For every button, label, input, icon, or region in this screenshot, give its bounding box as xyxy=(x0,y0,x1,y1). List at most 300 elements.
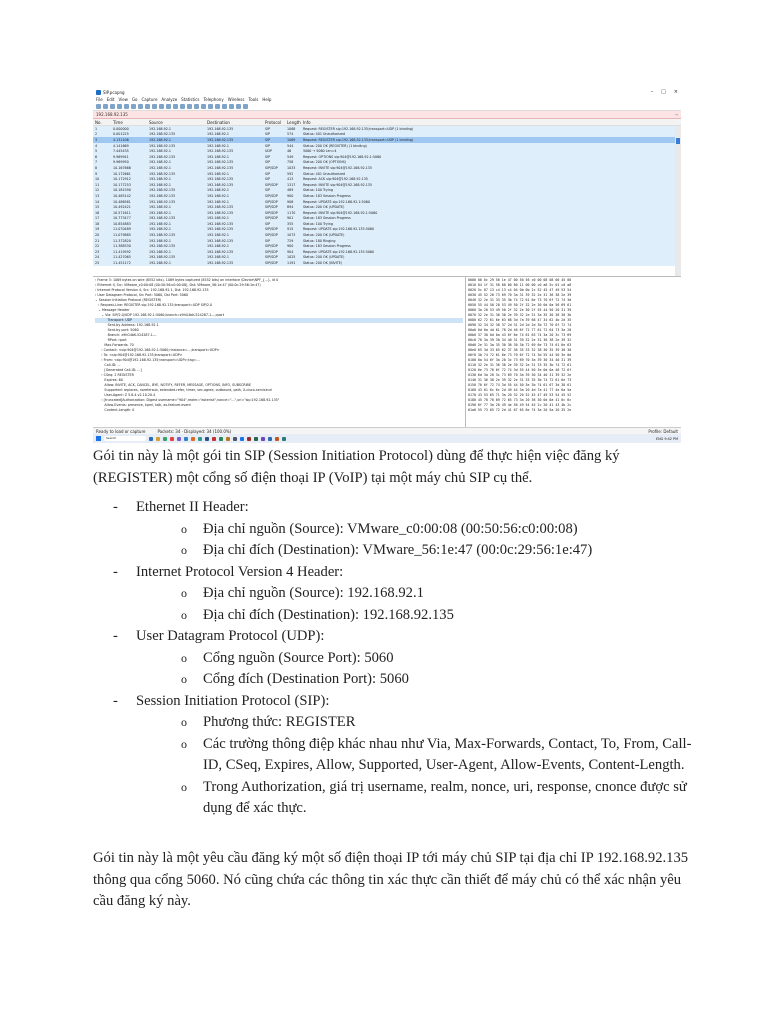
table-cell: SIP xyxy=(265,143,271,148)
toolbar-button-icon[interactable] xyxy=(152,104,157,109)
taskbar-app-icon[interactable] xyxy=(170,437,174,441)
table-cell: 5060 → 5060 Len=4 xyxy=(303,149,337,154)
circle-bullet: o xyxy=(181,607,187,622)
table-row[interactable] xyxy=(93,249,681,255)
table-cell: Request: UPDATE sip:192.168.92.1:5060 xyxy=(303,199,370,204)
table-cell: Status: 100 Trying xyxy=(303,188,333,193)
toolbar-button-icon[interactable] xyxy=(194,104,199,109)
menu-item-file[interactable]: File xyxy=(96,96,103,102)
taskbar-app-icon[interactable] xyxy=(240,437,244,441)
toolbar-button-icon[interactable] xyxy=(103,104,108,109)
detail-line[interactable]: Transport: UDP xyxy=(95,318,463,323)
table-cell: Request: REGISTER sip:192.168.92.135;transport=UDP (1 binding) xyxy=(303,137,414,142)
table-cell: 192.168.92.1 xyxy=(207,216,230,221)
bytes-line: 0180 45 78 70 69 72 65 73 3a 20 36 30 0d 0a 41 6c 6c xyxy=(468,398,572,402)
table-cell: SIP xyxy=(265,132,271,137)
toolbar-button-icon[interactable] xyxy=(222,104,227,109)
bytes-line: 00c0 70 3a 39 30 34 40 31 39 32 2e 31 36 38 2e 39 32 xyxy=(468,338,572,342)
section-title: Internet Protocol Version 4 Header: xyxy=(136,563,344,580)
packet-details-pane[interactable] xyxy=(93,277,466,427)
detail-line[interactable]: [Generated Call-ID: ...] xyxy=(95,368,142,372)
maximize-icon[interactable]: □ xyxy=(661,89,666,95)
table-cell: Request: INVITE sip:904@192.168.92.135 xyxy=(303,182,373,187)
table-row[interactable] xyxy=(93,148,681,154)
table-cell: 11.388330 xyxy=(113,244,131,249)
table-cell: 11.451172 xyxy=(113,261,131,266)
table-cell: 192.168.92.1 xyxy=(207,255,230,260)
table-cell: 192.168.92.135 xyxy=(207,126,234,131)
table-row[interactable] xyxy=(93,199,681,205)
table-cell: 11.427065 xyxy=(113,255,131,260)
detail-line[interactable]: › CSeq: 2 REGISTER xyxy=(95,373,134,377)
bytes-line: 0080 62 72 61 6e 63 68 3d 7a 39 68 47 34 62 4b 2d 35 xyxy=(468,318,572,322)
menu-item-view[interactable]: View xyxy=(118,96,128,102)
toolbar-button-icon[interactable] xyxy=(201,104,206,109)
table-row[interactable] xyxy=(93,182,681,188)
display-filter-input[interactable]: 192.168.92.135 xyxy=(96,112,128,117)
taskbar-app-icon[interactable] xyxy=(226,437,230,441)
table-cell: 10.854883 xyxy=(113,221,131,226)
list-item: o Địa chỉ đích (Destination): VMware_56:1e:47 (00:0c:29:56:1e:47) xyxy=(136,540,693,562)
table-cell: 192.168.92.135 xyxy=(207,182,234,187)
list-item: o Các trường thông điệp khác nhau như Via, Max-Forwards, Contact, To, From, Call-ID, CSeq, Expires, Allow, Supported, User-Agent, Allow-Events, Content-Length. xyxy=(181,735,692,773)
table-cell: Request: INVITE sip:904@192.168.92.135 xyxy=(303,165,373,170)
bytes-line: 0030 45 52 20 73 69 70 3a 31 39 32 2e 31 36 38 2e 39 xyxy=(468,293,572,297)
table-cell: 192.168.92.135 xyxy=(149,255,176,260)
detail-line[interactable]: ⌄ Session Initiation Protocol (REGISTER) xyxy=(95,298,162,302)
taskbar-app-icon[interactable] xyxy=(205,437,209,441)
table-row[interactable] xyxy=(93,238,681,244)
taskbar-app-icon[interactable] xyxy=(282,437,286,441)
status-bar xyxy=(93,427,681,434)
toolbar-button-icon[interactable] xyxy=(187,104,192,109)
table-row[interactable] xyxy=(93,154,681,160)
dash-bullet: - xyxy=(113,692,118,709)
list-item: o Cổng đích (Destination Port): 5060 xyxy=(136,669,693,691)
table-cell: SIP/SDP xyxy=(265,193,278,198)
table-cell: 192.168.92.135 xyxy=(207,221,234,226)
table-cell: 4.141669 xyxy=(113,143,129,148)
intro-paragraph: Gói tin này là một gói tin SIP (Session Initiation Protocol) dùng để thực hiện việc đăng ký (REGISTER) một cổng số điện thoại IP (VoIP) tại một máy chủ SIP cụ thể. xyxy=(93,448,620,486)
toolbar-button-icon[interactable] xyxy=(124,104,129,109)
minimize-icon[interactable]: – xyxy=(650,89,654,95)
display-filter-bar[interactable] xyxy=(93,111,681,119)
taskbar-app-icon[interactable] xyxy=(219,437,223,441)
table-cell: Status: 200 OK (UPDATE) xyxy=(303,233,345,238)
table-cell: Status: 183 Session Progress xyxy=(303,193,351,198)
bytes-line: 0190 6f 77 3a 20 49 4e 56 49 54 45 2c 20 41 43 4b 2c xyxy=(468,403,572,407)
bytes-line: 0100 0a 54 6f 3a 20 3c 73 69 70 3a 39 30 34 40 31 39 xyxy=(468,358,572,362)
packet-list-header xyxy=(93,119,681,126)
table-cell: 192.168.92.135 xyxy=(207,137,234,142)
detail-line[interactable]: › Ethernet II, Src: VMware_c0:00:08 (00:50:56:c0:00:08), Dst: VMware_56:1e:47 (00:0c:29:56:1e:47) xyxy=(95,283,261,287)
column-header[interactable]: No. xyxy=(95,119,102,125)
table-cell: 355 xyxy=(287,221,294,226)
table-cell: 192.168.92.135 xyxy=(149,143,176,148)
table-cell: 5 xyxy=(95,149,98,154)
section-ethernet xyxy=(113,497,693,562)
table-cell: 192.168.92.1 xyxy=(207,188,230,193)
table-cell: 413 xyxy=(287,177,294,182)
windows-start-icon[interactable] xyxy=(96,436,101,441)
detail-line[interactable]: User-Agent: Z 5.6.4 v2.10.20.4 xyxy=(95,393,156,397)
table-cell: Status: 401 Unauthorized xyxy=(303,171,346,176)
table-cell: 192.168.92.1 xyxy=(149,227,172,232)
bytes-line: 00f0 3b 74 72 61 6e 73 70 6f 72 74 3d 55 44 50 3e 0d xyxy=(468,353,572,357)
taskbar-app-icon[interactable] xyxy=(261,437,265,441)
column-header[interactable]: Time xyxy=(113,119,123,125)
table-cell: 15 xyxy=(95,205,100,210)
table-cell: Status: 200 OK (OPTIONS) xyxy=(303,160,347,165)
table-cell: SIP/SDP xyxy=(265,249,278,254)
status-profile-text[interactable]: Profile: Default xyxy=(648,428,678,434)
table-cell: 11.070489 xyxy=(113,227,131,232)
table-cell: Status: 401 Unauthorized xyxy=(303,132,346,137)
table-cell: 1033 xyxy=(287,165,296,170)
table-cell: Status: 200 OK (UPDATE) xyxy=(303,255,345,260)
table-row[interactable] xyxy=(93,255,681,261)
toolbar-button-icon[interactable] xyxy=(166,104,171,109)
system-tray: ENG 9:42 PM xyxy=(655,436,678,441)
taskbar-app-icon[interactable] xyxy=(275,437,279,441)
table-cell: 901 xyxy=(287,216,294,221)
table-cell: SIP xyxy=(265,171,271,176)
table-cell: 19 xyxy=(95,227,100,232)
table-cell: 9.969941 xyxy=(113,154,129,159)
table-cell: SIP/SDP xyxy=(265,255,278,260)
table-cell: 192.168.92.1 xyxy=(207,154,230,159)
bytes-line: 0090 32 34 32 38 37 2d 31 2d 2d 2d 3b 72 70 6f 72 74 xyxy=(468,323,572,327)
detail-line[interactable]: › To: <sip:904@192.168.92.135;transport=UDP> xyxy=(95,353,183,357)
table-cell: 7.445435 xyxy=(113,149,129,154)
bytes-line: 0130 6d 3a 20 3c 73 69 70 3a 39 30 34 40 31 39 32 2e xyxy=(468,373,572,377)
detail-line[interactable]: › From: <sip:904@192.168.92.135;transport=UDP>;tag=... xyxy=(95,358,200,362)
apply-filter-icon[interactable]: → xyxy=(674,112,678,117)
column-header[interactable]: Info xyxy=(303,119,311,125)
table-cell: 900 xyxy=(287,244,294,249)
table-cell: Request: INVITE sip:904@192.168.92.1:5060 xyxy=(303,210,378,215)
table-row[interactable] xyxy=(93,126,681,132)
table-cell: 9.969950 xyxy=(113,160,129,165)
detail-line[interactable]: › Request-Line: REGISTER sip:192.168.92.135;transport=UDP SIP/2.0 xyxy=(95,303,213,307)
dash-bullet: - xyxy=(113,499,118,515)
table-cell: 192.168.92.1 xyxy=(149,126,172,131)
table-cell: 192.168.92.135 xyxy=(207,238,234,243)
detail-line[interactable]: Content-Length: 0 xyxy=(95,408,135,412)
bytes-line: 0170 43 53 65 71 3a 20 32 20 52 45 47 49 53 54 45 52 xyxy=(468,393,572,397)
bytes-line: 00e0 65 3d 33 65 62 37 36 35 33 32 38 30 35 39 30 30 xyxy=(468,348,572,352)
table-cell: 1317 xyxy=(287,182,296,187)
bytes-line: 00d0 2e 31 3a 35 30 36 30 3b 72 69 6e 73 74 61 6e 63 xyxy=(468,343,572,347)
table-row[interactable] xyxy=(93,260,681,266)
table-cell: 13 xyxy=(95,193,100,198)
table-cell: 11 xyxy=(95,182,100,187)
toolbar-button-icon[interactable] xyxy=(96,104,101,109)
table-cell: 192.168.92.1 xyxy=(149,210,172,215)
menu-item-help[interactable]: Help xyxy=(262,96,272,102)
toolbar-button-icon[interactable] xyxy=(243,104,248,109)
table-cell: 1068 xyxy=(287,126,296,131)
detail-line[interactable]: Supported: replaces, norefersub, extended-refer, timer, sec-agree, outbound, path, X-cisco-serviceuri xyxy=(95,388,273,392)
table-cell: 10.172661 xyxy=(113,171,131,176)
table-row[interactable] xyxy=(93,143,681,149)
table-cell: 192.168.92.1 xyxy=(207,233,230,238)
detail-line[interactable]: ⌄ Via: SIP/2.0/UDP 192.168.92.1:5060;branch=z9hG4bK-524287-1---;rport xyxy=(95,313,225,317)
taskbar-app-icon[interactable] xyxy=(191,437,195,441)
table-row[interactable] xyxy=(93,216,681,222)
table-cell: 915 xyxy=(287,227,294,232)
taskbar-app-icon[interactable] xyxy=(149,437,153,441)
detail-line[interactable]: Sent-by port: 5060 xyxy=(95,328,139,332)
table-cell: 10.486561 xyxy=(113,199,131,204)
column-header[interactable]: Source xyxy=(149,119,163,125)
table-cell: Status: 200 OK (INVITE) xyxy=(303,261,343,266)
table-cell: 23 xyxy=(95,249,100,254)
bytes-line: 01a0 55 73 65 72 2d 41 67 65 6e 74 3a 20 5a 20 35 2e xyxy=(468,408,572,412)
taskbar-app-icon[interactable] xyxy=(233,437,237,441)
bytes-line: 0120 6e 73 70 6f 72 74 3d 55 44 50 3e 0d 0a 46 72 6f xyxy=(468,368,572,372)
table-cell: 192.168.92.135 xyxy=(207,261,234,266)
table-cell: 192.168.92.1 xyxy=(149,205,172,210)
toolbar-button-icon[interactable] xyxy=(131,104,136,109)
list-item: o Cổng nguồn (Source Port): 5060 xyxy=(136,648,693,670)
toolbar-button-icon[interactable] xyxy=(159,104,164,109)
table-cell: 192.168.92.1 xyxy=(149,238,172,243)
bytes-line: 0000 00 0c 29 56 1e 47 00 50 56 c0 00 08 08 00 45 00 xyxy=(468,278,572,282)
window-titlebar xyxy=(93,88,681,96)
detail-line[interactable]: Allow-Events: presence, kpml, talk, as-feature-event xyxy=(95,403,191,407)
table-cell: 0.001225 xyxy=(113,132,129,137)
table-cell: 574 xyxy=(287,132,294,137)
table-cell: 192.168.92.135 xyxy=(149,154,176,159)
table-cell: 192.168.92.1 xyxy=(207,171,230,176)
table-cell: Status: 200 OK (REGISTER) (1 binding) xyxy=(303,143,367,148)
table-row[interactable] xyxy=(93,227,681,233)
table-cell: 10 xyxy=(95,177,100,182)
taskbar-app-icon[interactable] xyxy=(177,437,181,441)
table-cell: 10.167666 xyxy=(113,165,131,170)
packet-list-scrollbar[interactable] xyxy=(675,126,681,276)
table-cell: 25 xyxy=(95,261,100,266)
table-cell: 758 xyxy=(287,160,294,165)
table-row[interactable] xyxy=(93,243,681,249)
packet-list[interactable] xyxy=(93,126,681,277)
taskbar-app-icon[interactable] xyxy=(163,437,167,441)
circle-bullet: o xyxy=(181,586,187,600)
table-cell: SIP xyxy=(265,126,271,131)
table-cell: SIP/SDP xyxy=(265,210,278,215)
table-cell: 192.168.92.1 xyxy=(149,182,172,187)
menu-item-tools[interactable]: Tools xyxy=(248,96,259,102)
status-ready-text: Ready to load or capture xyxy=(96,428,146,434)
menu-item-go[interactable]: Go xyxy=(131,96,138,102)
table-cell: 192.168.92.1 xyxy=(207,199,230,204)
dash-bullet: - xyxy=(113,628,118,644)
table-cell: SIP/SDP xyxy=(265,199,278,204)
table-row[interactable] xyxy=(93,176,681,182)
menu-item-statistics[interactable]: Statistics xyxy=(181,96,200,102)
section-udp xyxy=(113,626,693,691)
table-row[interactable] xyxy=(93,232,681,238)
close-icon[interactable]: × xyxy=(673,89,678,95)
table-row[interactable] xyxy=(93,210,681,216)
menu-item-wireless[interactable]: Wireless xyxy=(227,96,245,102)
table-cell: 24 xyxy=(95,255,100,260)
circle-bullet: o xyxy=(181,521,187,536)
toolbar-button-icon[interactable] xyxy=(215,104,220,109)
column-header[interactable]: Protocol xyxy=(265,119,282,125)
table-cell: 192.168.92.135 xyxy=(207,165,234,170)
table-row[interactable] xyxy=(93,188,681,194)
table-cell: 10.485142 xyxy=(113,193,131,198)
table-cell: Status: 100 Trying xyxy=(303,221,333,226)
detail-line[interactable]: Call-ID: ... xyxy=(95,363,121,367)
table-cell: 7 xyxy=(95,160,98,165)
detail-line[interactable]: › [truncated]Authorization: Digest username="904",realm="asterisk",nonce="...",uri="sip:192.168.92.135" xyxy=(95,398,280,402)
list-item: o Trong Authorization, giá trị username, realm, nonce, uri, response, cnonce được sử dụng để xác thực. xyxy=(181,778,687,816)
table-cell: 1073 xyxy=(287,233,296,238)
wireshark-screenshot xyxy=(93,88,681,441)
taskbar-app-icon[interactable] xyxy=(156,437,160,441)
table-cell: 10.177253 xyxy=(113,182,131,187)
table-cell: Request: REGISTER sip:192.168.92.135;transport=UDP (1 binding) xyxy=(303,126,414,131)
table-cell: Status: 200 OK (UPDATE) xyxy=(303,205,345,210)
table-cell: 192.168.92.1 xyxy=(149,160,172,165)
taskbar-app-icon[interactable] xyxy=(198,437,202,441)
table-row[interactable] xyxy=(93,193,681,199)
table-row[interactable] xyxy=(93,204,681,210)
table-cell: 592 xyxy=(287,171,294,176)
toolbar-button-icon[interactable] xyxy=(208,104,213,109)
toolbar-button-icon[interactable] xyxy=(229,104,234,109)
table-cell: 192.168.92.135 xyxy=(207,210,234,215)
circle-bullet: o xyxy=(181,543,187,557)
table-cell: 192.168.92.135 xyxy=(149,244,176,249)
list-item: o Địa chỉ đích (Destination): 192.168.92.135 xyxy=(136,605,693,627)
table-cell: 906 xyxy=(287,199,294,204)
table-cell: 11.419592 xyxy=(113,249,131,254)
table-cell: 20 xyxy=(95,233,100,238)
table-cell: Request: UPDATE sip:192.168.92.135:5060 xyxy=(303,249,375,254)
table-cell: 16 xyxy=(95,210,100,215)
table-cell: 1025 xyxy=(287,255,296,260)
column-header[interactable]: Destination xyxy=(207,119,230,125)
taskbar-app-icon[interactable] xyxy=(254,437,258,441)
table-cell: 192.168.92.1 xyxy=(149,165,172,170)
table-row[interactable] xyxy=(93,221,681,227)
menu-item-capture[interactable]: Capture xyxy=(141,96,158,102)
table-cell: 22 xyxy=(95,244,100,249)
table-cell: 2 xyxy=(95,132,98,137)
detail-line[interactable]: › User Datagram Protocol, Src Port: 5060, Dst Port: 5060 xyxy=(95,293,189,297)
detail-line[interactable]: Allow: INVITE, ACK, CANCEL, BYE, NOTIFY, REFER, MESSAGE, OPTIONS, INFO, SUBSCRIBE xyxy=(95,383,251,387)
table-cell: SIP xyxy=(265,137,271,142)
table-cell: Status: 183 Session Progress xyxy=(303,244,351,249)
table-cell: 192.168.92.135 xyxy=(149,233,176,238)
menu-item-analyze[interactable]: Analyze xyxy=(161,96,178,102)
bytes-line: 0160 43 61 6c 6c 2d 49 44 3a 20 4d 7a 41 77 4e 6a 5a xyxy=(468,388,572,392)
table-cell: 894 xyxy=(287,205,294,210)
detail-line[interactable]: › Internet Protocol Version 4, Src: 192.168.92.1, Dst: 192.168.92.135 xyxy=(95,288,209,292)
detail-line[interactable]: Sent-by Address: 192.168.92.1 xyxy=(95,323,159,327)
taskbar-app-icon[interactable] xyxy=(247,437,251,441)
detail-line[interactable]: Branch: z9hG4bK-524287-1--- xyxy=(95,333,157,337)
column-header[interactable]: Length xyxy=(287,119,301,125)
table-cell: 0.000000 xyxy=(113,126,129,131)
table-cell: 14 xyxy=(95,199,100,204)
table-cell: 192.168.92.135 xyxy=(207,205,234,210)
table-cell: 11.079885 xyxy=(113,233,131,238)
table-cell: 4 xyxy=(95,143,98,148)
table-cell: 4.131106 xyxy=(113,137,129,142)
table-cell: 192.168.92.135 xyxy=(207,227,234,232)
taskbar-app-icon[interactable] xyxy=(268,437,272,441)
table-cell: 10.492421 xyxy=(113,205,131,210)
detail-line[interactable]: Max-Forwards: 70 xyxy=(95,343,134,347)
table-cell: 192.168.92.135 xyxy=(207,177,234,182)
table-cell: 192.168.92.1 xyxy=(207,193,230,198)
bytes-line: 0070 32 2e 31 36 38 2e 39 32 2e 31 3a 35 30 36 30 3b xyxy=(468,313,572,317)
header-outline xyxy=(113,497,693,820)
table-cell: 3 xyxy=(95,137,98,142)
section-title: Session Initiation Protocol (SIP): xyxy=(136,692,330,709)
table-cell: 46 xyxy=(287,149,292,154)
toolbar-button-icon[interactable] xyxy=(117,104,122,109)
detail-line[interactable]: Expires: 60 xyxy=(95,378,123,382)
table-cell: 1170 xyxy=(287,210,296,215)
table-cell: 11.372820 xyxy=(113,238,131,243)
table-cell: 489 xyxy=(287,188,294,193)
packet-bytes-pane[interactable] xyxy=(466,277,681,427)
table-row[interactable] xyxy=(93,160,681,166)
table-cell: SIP/SDP xyxy=(265,244,278,249)
taskbar-app-icon[interactable] xyxy=(212,437,216,441)
table-row[interactable] xyxy=(93,132,681,138)
table-row[interactable] xyxy=(93,165,681,171)
bytes-line: 0040 32 2e 31 33 35 3b 74 72 61 6e 73 70 6f 72 74 3d xyxy=(468,298,572,302)
table-cell: 729 xyxy=(287,238,294,243)
table-row[interactable] xyxy=(93,171,681,177)
detail-line[interactable]: › Frame 3: 1069 bytes on wire (8552 bits), 1069 bytes captured (8552 bits) on interface \Device\NPF_{...}, id 0 xyxy=(95,278,279,282)
toolbar-button-icon[interactable] xyxy=(236,104,241,109)
table-cell: SIP xyxy=(265,188,271,193)
detail-line[interactable]: ⌄ Message Header xyxy=(95,308,130,312)
toolbar-button-icon[interactable] xyxy=(138,104,143,109)
table-cell: 192.168.92.135 xyxy=(149,193,176,198)
window-title: SIP.pcapng xyxy=(103,89,125,95)
circle-bullet: o xyxy=(181,736,187,751)
table-cell: 904 xyxy=(287,249,294,254)
toolbar-button-icon[interactable] xyxy=(173,104,178,109)
table-cell: 10.773477 xyxy=(113,216,131,221)
taskbar-search-box[interactable]: Search xyxy=(104,436,146,441)
detail-line[interactable]: › Contact: <sip:904@192.168.92.1:5060;rinstance=...;transport=UDP> xyxy=(95,348,220,352)
table-cell: 192.168.92.1 xyxy=(149,177,172,182)
bytes-line: 0010 04 1f 31 58 00 00 80 11 00 00 c0 a8 5c 01 c0 a8 xyxy=(468,283,572,287)
menu-item-edit[interactable]: Edit xyxy=(106,96,115,102)
detail-line[interactable]: RPort: rport xyxy=(95,338,127,342)
taskbar-app-icon[interactable] xyxy=(184,437,188,441)
table-row[interactable] xyxy=(93,137,681,143)
toolbar-button-icon[interactable] xyxy=(110,104,115,109)
bytes-line: 00b0 37 30 0d 0a 43 6f 6e 74 61 63 74 3a 20 3c 73 69 xyxy=(468,333,572,337)
menu-item-telephony[interactable]: Telephony xyxy=(203,96,224,102)
toolbar-button-icon[interactable] xyxy=(180,104,185,109)
toolbar-button-icon[interactable] xyxy=(145,104,150,109)
table-cell: 192.168.92.1 xyxy=(149,261,172,266)
bytes-line: 00a0 0d 0a 4d 61 78 2d 46 6f 72 77 61 72 64 73 3a 20 xyxy=(468,328,572,332)
table-cell: 10.181590 xyxy=(113,188,131,193)
